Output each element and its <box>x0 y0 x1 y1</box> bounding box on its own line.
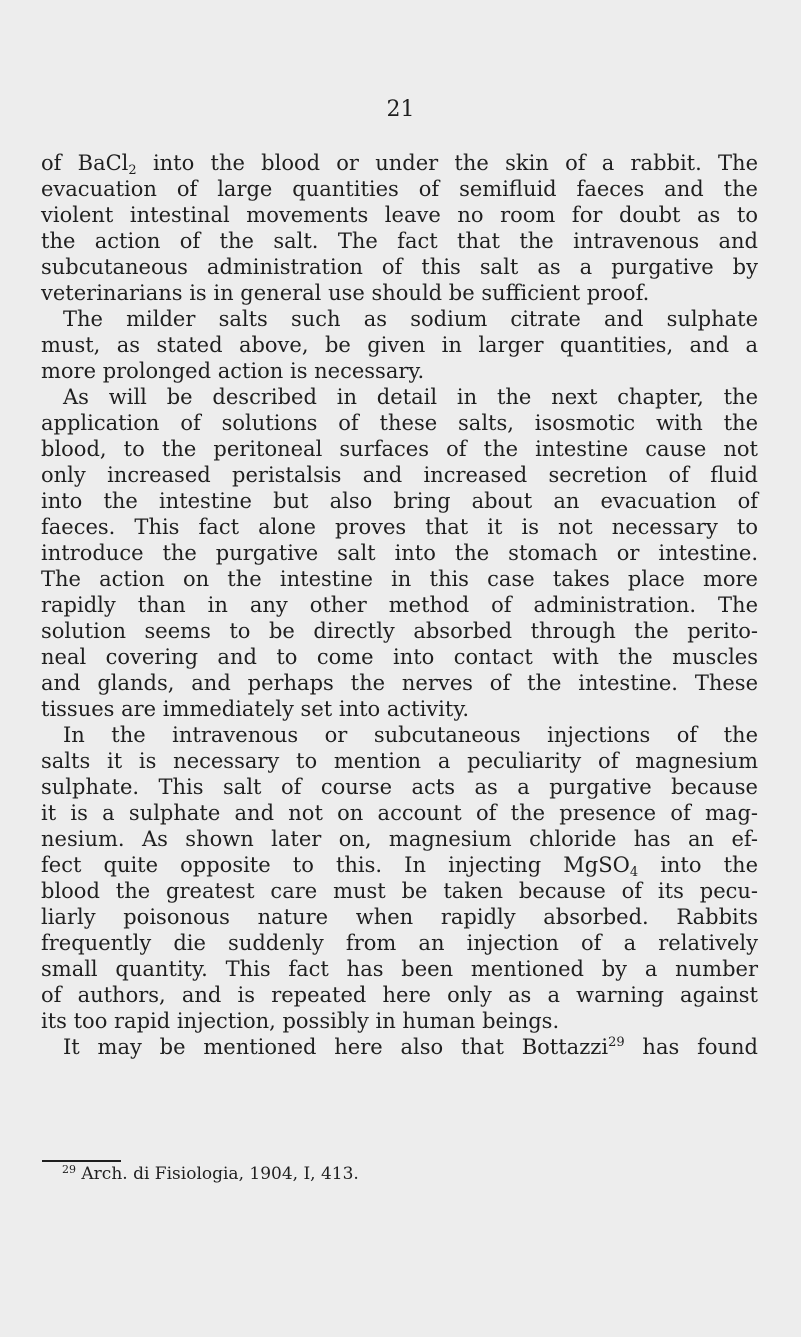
text-line: It may be mentioned here also that Bottazzi$^{29}$ has found <box>63 1035 758 1059</box>
text-line: The action on the intestine in this case takes place more <box>41 567 758 591</box>
text-line: only increased peristalsis and increased secretion of fluid <box>41 463 758 487</box>
text-line: fect quite opposite to this. In injecting MgSO$_4$ into the <box>41 853 758 880</box>
text-line: must, as stated above, be given in larger quantities, and a <box>41 333 758 357</box>
text-line: subcutaneous administration of this salt as a purgative by <box>41 255 758 279</box>
text-line: its too rapid injection, possibly in human beings. <box>41 1009 560 1033</box>
text-line: solution seems to be directly absorbed through the perito- <box>41 619 758 643</box>
footnote-reference: 29 <box>608 1035 625 1050</box>
text-line: sulphate. This salt of course acts as a purgative because <box>41 775 758 799</box>
text-line: salts it is necessary to mention a peculiarity of magnesium <box>41 749 758 773</box>
body-text <box>41 150 758 1060</box>
text-line: and glands, and perhaps the nerves of the intestine. These <box>41 671 758 695</box>
text-line: introduce the purgative salt into the stomach or intestine. <box>41 541 758 565</box>
text-line: frequently die suddenly from an injection of a relatively <box>41 931 758 955</box>
footnote-text: Arch. di Fisiologia, 1904, I, 413. <box>81 1164 359 1184</box>
text-line: tissues are immediately set into activity. <box>41 697 470 721</box>
text-line: more prolonged action is necessary. <box>41 359 425 383</box>
text-line: The milder salts such as sodium citrate and sulphate <box>63 307 758 331</box>
text-line: small quantity. This fact has been mentioned by a number <box>41 957 758 981</box>
text-line: application of solutions of these salts, isosmotic with the <box>41 411 758 435</box>
text-line: neal covering and to come into contact with the muscles <box>41 645 758 669</box>
text-line: nesium. As shown later on, magnesium chloride has an ef- <box>41 827 758 851</box>
text-line: it is a sulphate and not on account of the presence of mag- <box>41 801 758 825</box>
text-line: blood, to the peritoneal surfaces of the intestine cause not <box>41 437 758 461</box>
text-line: rapidly than in any other method of administration. The <box>41 593 758 617</box>
text-line: violent intestinal movements leave no room for doubt as to <box>41 203 758 227</box>
text-line: In the intravenous or subcutaneous injections of the <box>63 723 758 747</box>
text-line: liarly poisonous nature when rapidly absorbed. Rabbits <box>41 905 758 929</box>
footnote-divider <box>42 1160 121 1162</box>
text-line: evacuation of large quantities of semifluid faeces and the <box>41 177 758 201</box>
text-line: blood the greatest care must be taken because of its pecu- <box>41 879 758 903</box>
text-line: veterinarians is in general use should be sufficient proof. <box>41 281 650 305</box>
footnote-marker: 29 <box>62 1163 76 1176</box>
text-line: into the intestine but also bring about an evacuation of <box>41 489 758 513</box>
text-line: faeces. This fact alone proves that it is not necessary to <box>41 515 758 539</box>
text-line: of BaCl$_2$ into the blood or under the skin of a rabbit. The <box>41 151 758 178</box>
text-line: of authors, and is repeated here only as a warning against <box>41 983 758 1007</box>
footnote <box>62 1163 359 1185</box>
page-number: 21 <box>386 97 415 122</box>
text-line: As will be described in detail in the next chapter, the <box>63 385 758 409</box>
text-line: the action of the salt. The fact that the intravenous and <box>41 229 758 253</box>
